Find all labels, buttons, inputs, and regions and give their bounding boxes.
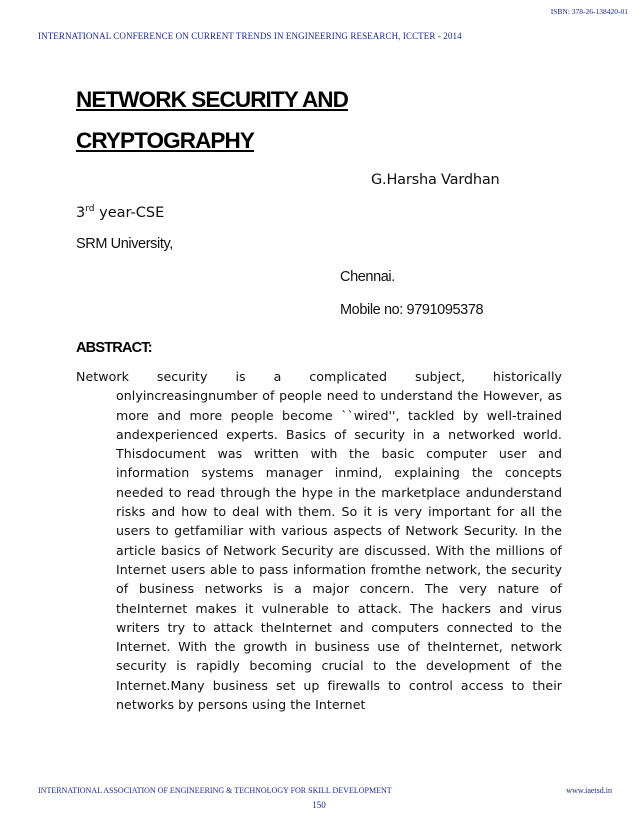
author-name: G.Harsha Vardhan <box>371 172 500 188</box>
author-city: Chennai. <box>340 269 395 285</box>
footer-association: INTERNATIONAL ASSOCIATION OF ENGINEERING & TECHNOLOGY FOR SKILL DEVELOPMENT <box>38 786 392 795</box>
abstract-body: Network security is a complicated subject, historically onlyincreasingnumber of people need to understand the However, as more and more people become ``wired'', tackled by well-trained andexperienced experts. Basics of security in a networked world. Thisdocument was written with the basic computer user and information systems manager inmind, explaining the concepts needed to read through the hype in the marketplace andunderstand risks and how to deal with them. So it is very important for all the users to getfamiliar with various aspects of Network Security. In the article basics of Network Security are discussed. With the millions of Internet users able to pass information fromthe network, the security of business networks is a major concern. The very nature of theInternet makes it vulnerable to attack. The hackers and virus writers try to attack theInternet and computers connected to the Internet. With the growth in business use of theInternet, network security is rapidly becoming crucial to the development of the Internet.Many business set up firewalls to control access to their networks by persons using the Internet <box>76 369 562 713</box>
footer-website: www.iaetsd.in <box>566 786 612 795</box>
year-department: year-CSE <box>94 205 165 221</box>
author-university: SRM University, <box>76 236 173 252</box>
author-mobile: Mobile no: 9791095378 <box>340 302 484 318</box>
year-number: 3 <box>76 205 86 221</box>
paper-title: NETWORK SECURITY AND CRYPTOGRAPHY <box>76 87 349 153</box>
conference-header: INTERNATIONAL CONFERENCE ON CURRENT TRENDS IN ENGINEERING RESEARCH, ICCTER - 2014 <box>38 31 462 41</box>
author-year <box>76 204 164 221</box>
page-number: 150 <box>312 800 326 810</box>
year-suffix: rd <box>85 204 95 214</box>
isbn-label: ISBN: 378-26-138420-01 <box>550 7 628 16</box>
abstract-heading: ABSTRACT: <box>76 340 152 356</box>
